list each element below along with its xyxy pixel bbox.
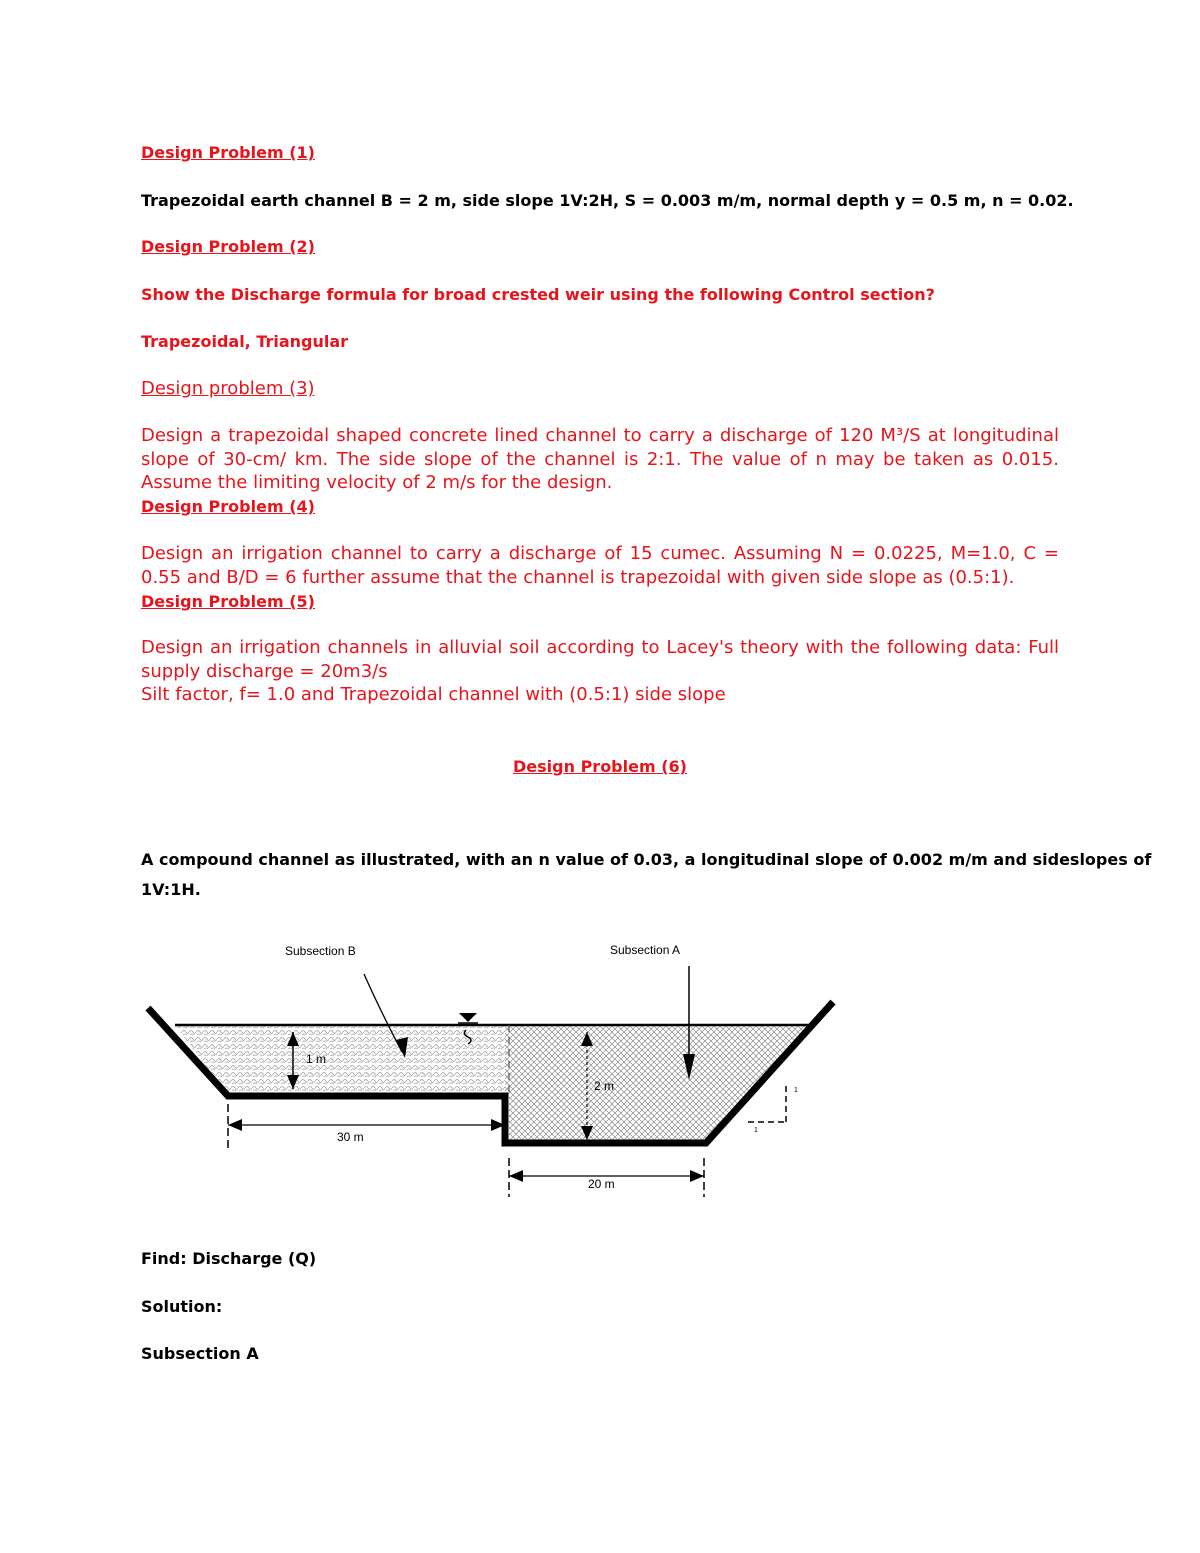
- problem-4-text: Design an irrigation channel to carry a discharge of 15 cumec. Assuming N = 0.0225, M=1.0, C = 0.55 and B/D = 6 further assume that the channel is trapezoidal with given side slope as (0.5:1).: [141, 543, 1059, 588]
- label-subsection-a: Subsection A: [610, 943, 681, 957]
- problem-3-text: Design a trapezoidal shaped concrete lined channel to carry a discharge of 120 M³/S at longitudinal slope of 30-cm/ km. The side slope of the channel is 2:1. The value of n may be taken as 0.015. Assume the limiting velocity of 2 m/s for the design.: [141, 425, 1059, 493]
- problem-2-question: Show the Discharge formula for broad crested weir using the following Control section?: [141, 285, 935, 304]
- subsection-b-fill: [175, 1025, 505, 1096]
- dim-2m-label: 2 m: [594, 1079, 615, 1093]
- dim-30m-label: 30 m: [337, 1130, 364, 1144]
- dim-1m-label: 1 m: [306, 1052, 327, 1066]
- heading-problem-3: Design problem (3): [141, 378, 315, 399]
- find-text: Find: Discharge (Q): [141, 1249, 317, 1268]
- label-subsection-b: Subsection B: [285, 944, 356, 958]
- problem-5-text-2: Silt factor, f= 1.0 and Trapezoidal channel with (0.5:1) side slope: [141, 684, 726, 705]
- solution-label: Solution:: [141, 1297, 223, 1316]
- problem-2-options: Trapezoidal, Triangular: [141, 332, 349, 351]
- problem-1-text: Trapezoidal earth channel B = 2 m, side slope 1V:2H, S = 0.003 m/m, normal depth y = 0.5 m, n = 0.02.: [141, 191, 1074, 210]
- compound-channel-figure: [0, 930, 1200, 1210]
- subsection-heading: Subsection A: [141, 1344, 259, 1363]
- heading-problem-4: Design Problem (4): [141, 497, 315, 516]
- slope-v-label: 1: [794, 1087, 798, 1094]
- subsection-a-fill: [505, 1025, 814, 1143]
- problem-6-text-line-2: 1V:1H.: [141, 880, 201, 899]
- water-surface-symbol: [459, 1013, 477, 1022]
- problem-5-text: Design an irrigation channels in alluvial soil according to Lacey's theory with the following data: Full supply discharge = 20m3/s: [141, 637, 1059, 682]
- heading-problem-1: Design Problem (1): [141, 143, 315, 162]
- heading-problem-2: Design Problem (2): [141, 237, 315, 256]
- heading-problem-5: Design Problem (5): [141, 592, 315, 611]
- slope-h-label: 1: [754, 1127, 758, 1134]
- problem-6-text-line-1: A compound channel as illustrated, with an n value of 0.03, a longitudinal slope of 0.002 m/m and sideslopes of: [141, 850, 1152, 869]
- dim-20m-label: 20 m: [588, 1177, 615, 1191]
- heading-problem-6: Design Problem (6): [513, 757, 687, 776]
